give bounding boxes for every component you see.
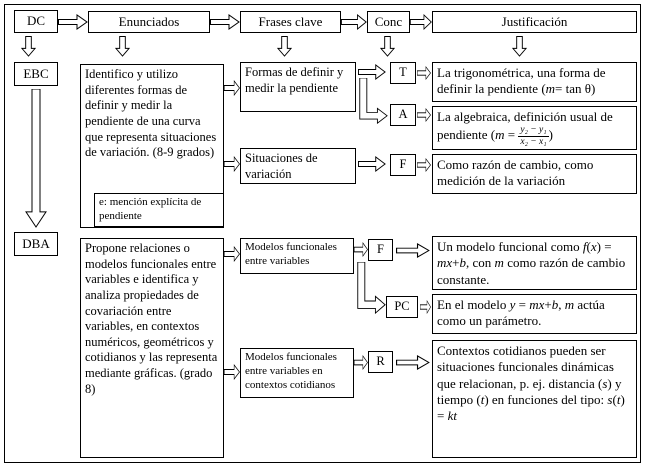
- arrow-enunciado-to-formas-icon: [224, 80, 240, 96]
- arrow-f2-to-justificacion-icon: [396, 243, 430, 258]
- arrow-modelos-to-f-icon: [354, 242, 368, 257]
- concepto-a: A: [390, 104, 416, 126]
- arrow-situaciones-to-f-icon: [358, 156, 386, 172]
- arrow-modelos-cotidianos-to-r-icon: [354, 355, 368, 370]
- flow-arrow-right-icon: [341, 14, 367, 30]
- arrow-ebc-to-dba-icon: [25, 89, 47, 228]
- arrow-enunciado-to-modelos-cotidianos-icon: [224, 364, 240, 380]
- arrow-t-to-justificacion-icon: [417, 66, 431, 80]
- flow-arrow-right-icon: [58, 14, 88, 30]
- ebc-nota: e: mención explícita de pendiente: [94, 193, 224, 227]
- header-conc: Conc: [367, 11, 410, 33]
- source-dba: DBA: [14, 232, 58, 256]
- arrow-enunciado-to-modelos-icon: [224, 246, 240, 262]
- frase-modelos-cotidianos: Modelos funcionales entre variables en contextos cotidianos: [240, 348, 354, 398]
- justificacion-trigonometrica: La trigonométrica, una forma de definir la pendiente (m= tan θ): [432, 62, 637, 102]
- concepto-f: F: [390, 154, 416, 176]
- flow-arrow-right-icon: [210, 14, 240, 30]
- arrow-formas-to-a-elbow-icon: [358, 78, 388, 124]
- arrow-enunciado-to-situaciones-icon: [224, 156, 240, 172]
- flow-arrow-down-icon: [21, 36, 36, 57]
- arrow-pc-to-justificacion-icon: [420, 300, 431, 314]
- justificacion-modelo-funcional: Un modelo funcional como f(x) = mx+b, con m como razón de cambio constante.: [432, 236, 637, 290]
- arrow-f-to-justificacion-icon: [417, 158, 431, 172]
- concepto-f2: F: [368, 239, 393, 261]
- header-justificacion: Justificación: [432, 11, 637, 33]
- frase-situaciones: Situaciones de variación: [240, 148, 356, 184]
- arrow-a-to-justificacion-icon: [417, 108, 431, 122]
- header-dc: DC: [14, 10, 58, 33]
- header-frases-clave: Frases clave: [240, 11, 341, 33]
- frase-formas: Formas de definir y medir la pendiente: [240, 62, 356, 112]
- arrow-modelos-to-pc-elbow-icon: [356, 262, 386, 314]
- concepto-pc: PC: [386, 296, 418, 318]
- justificacion-contextos: Contextos cotidianos pueden ser situaciones funcionales dinámicas que relacionan, p. ej. distancia (s) y tiempo (t) en funciones del tipo: s(t) = kt: [432, 340, 637, 458]
- frase-modelos: Modelos funcionales entre variables: [240, 238, 354, 274]
- justificacion-razon-de-cambio: Como razón de cambio, como medición de la variación: [432, 154, 637, 194]
- flow-arrow-right-icon: [410, 14, 432, 30]
- concepto-r: R: [368, 351, 393, 373]
- arrow-r-to-justificacion-icon: [396, 355, 430, 370]
- ebc-enunciado: Identifico y utilizo diferentes formas de definir y medir la pendiente de una curva que representa situaciones de variación. (8-9 grados): [80, 64, 224, 228]
- concepto-t: T: [390, 62, 416, 84]
- source-ebc: EBC: [14, 62, 58, 86]
- justificacion-algebraica: La algebraica, definición usual de pendiente (m = $\frac{\text{y₂ − y₁}}{\text{x₂ − x₁}}$ ): [432, 106, 637, 150]
- justificacion-parametro: En el modelo y = mx+b, m actúa como un parámetro.: [432, 294, 637, 334]
- header-enunciados: Enunciados: [88, 11, 210, 33]
- flow-arrow-down-icon: [115, 36, 130, 57]
- dba-enunciado: Propone relaciones o modelos funcionales entre variables e identifica y analiza propiedades de covariación entre variables, en contextos numéricos, geométricos y cotidianos y las representa mediante gráficas. (grado 8): [80, 238, 224, 458]
- flow-arrow-down-icon: [380, 36, 395, 57]
- flow-arrow-down-icon: [512, 36, 527, 57]
- flow-arrow-down-icon: [277, 36, 292, 57]
